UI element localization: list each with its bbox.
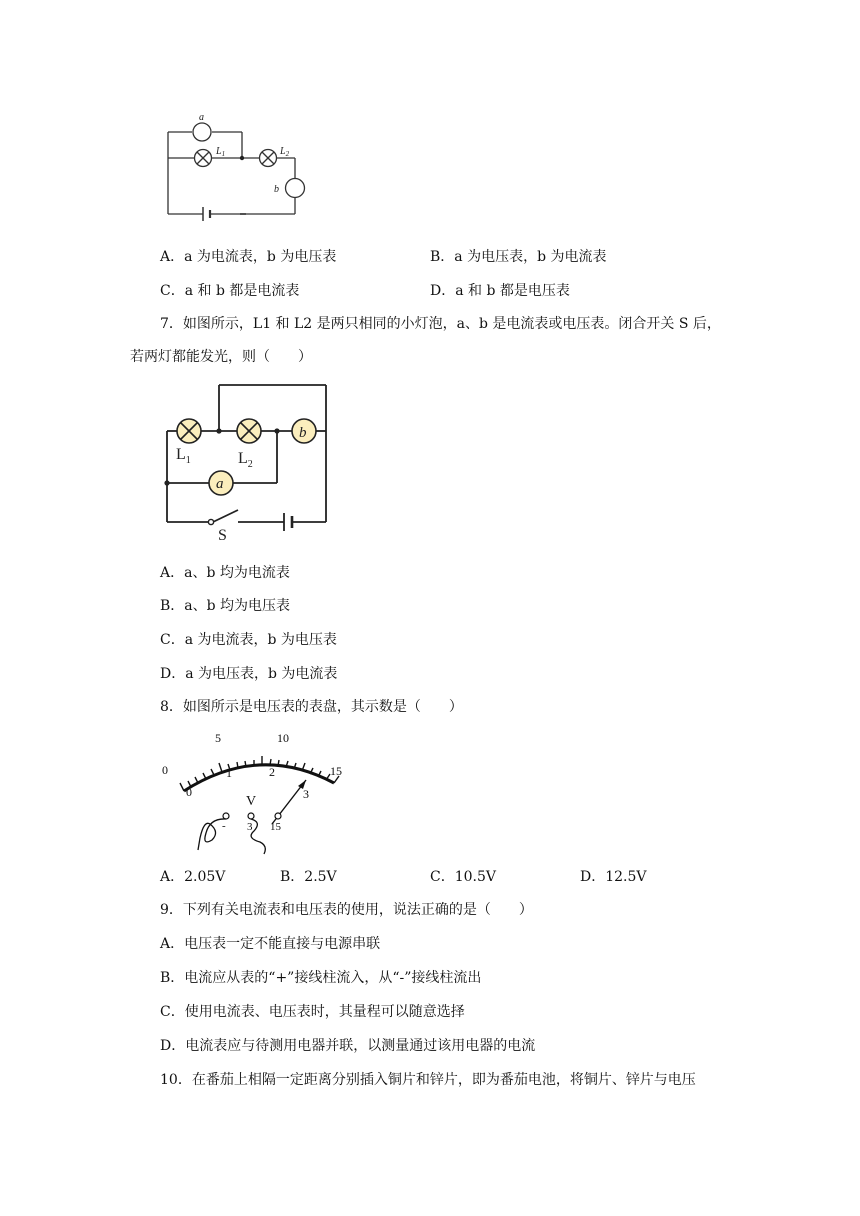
q7-option-b[interactable]: B．a、b 均为电压表 (160, 598, 291, 614)
dial-outer-label-10: 10 (277, 731, 289, 745)
q7-label-l2: $L_2$ (238, 450, 253, 470)
dial-terminal-15: 15 (270, 821, 281, 833)
q6-label-b: b (274, 184, 279, 195)
q8-option-c[interactable]: C．10.5V (430, 869, 496, 885)
q7-option-d[interactable]: D．a 为电压表，b 为电流表 (160, 666, 338, 682)
dial-inner-label-3: 3 (303, 787, 309, 801)
q7-label-l1: $L_1$ (176, 446, 191, 466)
q9-option-a[interactable]: A．电压表一定不能直接与电源串联 (160, 936, 381, 952)
dial-unit-label: V (246, 794, 257, 809)
q6-label-l2: $L_2$ (280, 146, 290, 158)
q9-option-b[interactable]: B．电流应从表的“+”接线柱流入，从“-”接线柱流出 (160, 970, 482, 986)
q6-label-a: a (199, 112, 204, 123)
voltmeter-dial (160, 728, 360, 858)
dial-terminal-3: 3 (247, 821, 253, 833)
q8-option-a[interactable]: A．2.05V (160, 869, 226, 885)
q8-option-d[interactable]: D．12.5V (580, 869, 647, 885)
q9-option-d[interactable]: D．电流表应与待测用电器并联，以测量通过该用电器的电流 (160, 1038, 536, 1054)
q6-option-d[interactable]: D．a 和 b 都是电压表 (430, 283, 570, 299)
q8-stem: 8．如图所示是电压表的表盘，其示数是（ ） (160, 699, 463, 715)
dial-terminal-minus: - (222, 820, 226, 832)
dial-inner-label-1: 1 (226, 766, 232, 780)
dial-outer-label-15: 15 (330, 764, 342, 778)
dial-inner-label-0: 0 (186, 785, 192, 799)
q7-label-s: S (218, 527, 227, 542)
dial-outer-label-0: 0 (162, 763, 168, 777)
q7-label-a: a (216, 476, 224, 492)
q8-option-b[interactable]: B．2.5V (280, 869, 337, 885)
q6-option-b[interactable]: B．a 为电压表，b 为电流表 (430, 249, 607, 265)
q7-stem-line1: 7．如图所示，L1 和 L2 是两只相同的小灯泡，a、b 是电流表或电压表。闭合开关 S 后， (160, 316, 721, 332)
q7-option-a[interactable]: A．a、b 均为电流表 (160, 565, 290, 581)
q7-option-c[interactable]: C．a 为电流表，b 为电压表 (160, 632, 337, 648)
q7-circuit-diagram (160, 382, 336, 542)
q6-option-a[interactable]: A．a 为电流表，b 为电压表 (160, 249, 337, 265)
q9-option-c[interactable]: C．使用电流表、电压表时，其量程可以随意选择 (160, 1004, 465, 1020)
q9-stem: 9．下列有关电流表和电压表的使用，说法正确的是（ ） (160, 902, 533, 918)
q7-stem-line2: 若两灯都能发光，则（ ） (130, 349, 312, 365)
q7-label-b: b (299, 425, 307, 441)
q6-circuit-diagram (160, 110, 320, 222)
q10-stem: 10．在番茄上相隔一定距离分别插入铜片和锌片，即为番茄电池，将铜片、锌片与电压 (160, 1072, 696, 1088)
dial-inner-label-2: 2 (269, 765, 275, 779)
dial-outer-label-5: 5 (215, 731, 221, 745)
q6-option-c[interactable]: C．a 和 b 都是电流表 (160, 283, 300, 299)
q6-label-l1: $L_1$ (216, 146, 226, 158)
